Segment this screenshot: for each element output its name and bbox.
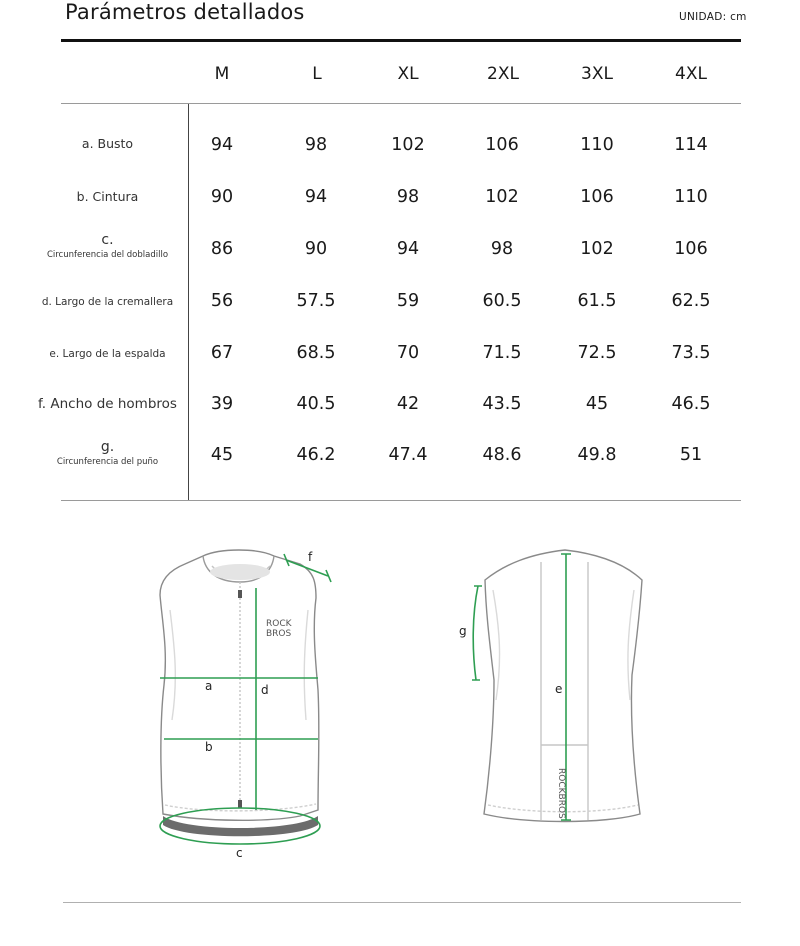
table-cell: 94 xyxy=(210,135,234,155)
table-cell: 51 xyxy=(679,445,703,465)
col-header-xl: XL xyxy=(397,64,419,84)
col-header-l: L xyxy=(312,64,322,84)
table-cell: 42 xyxy=(396,394,420,414)
row-label-hombros: f. Ancho de hombros xyxy=(38,396,177,412)
diagram-label-e: e xyxy=(555,682,563,696)
table-cell: 60.5 xyxy=(482,291,522,311)
title-divider xyxy=(61,39,741,42)
unit-label: UNIDAD: cm xyxy=(679,11,747,23)
table-cell: 57.5 xyxy=(296,291,336,311)
table-cell: 90 xyxy=(210,187,234,207)
page-title: Parámetros detallados xyxy=(65,0,305,24)
table-cell: 102 xyxy=(391,135,425,155)
table-cell: 94 xyxy=(304,187,328,207)
table-cell: 67 xyxy=(210,343,234,363)
table-cell: 110 xyxy=(674,187,708,207)
table-cell: 90 xyxy=(304,239,328,259)
row-label-dobladillo: c. Circunferencia del dobladillo xyxy=(46,232,169,260)
table-cell: 40.5 xyxy=(296,394,336,414)
back-brand: ROCKBROS xyxy=(556,768,566,819)
row-label-cintura: b. Cintura xyxy=(76,189,139,204)
table-cell: 72.5 xyxy=(577,343,617,363)
diagram-label-f: f xyxy=(308,550,313,564)
front-brand-line2: BROS xyxy=(266,629,292,639)
table-cell: 102 xyxy=(580,239,614,259)
row-label-cremallera: d. Largo de la cremallera xyxy=(41,296,174,308)
table-cell: 98 xyxy=(490,239,514,259)
col-header-2xl: 2XL xyxy=(487,64,519,84)
diagram-label-b: b xyxy=(205,740,213,754)
table-cell: 62.5 xyxy=(671,291,711,311)
table-cell: 70 xyxy=(396,343,420,363)
diagram-label-a: a xyxy=(205,679,213,693)
col-header-3xl: 3XL xyxy=(581,64,613,84)
table-cell: 59 xyxy=(396,291,420,311)
table-cell: 45 xyxy=(210,445,234,465)
table-cell: 106 xyxy=(674,239,708,259)
table-cell: 68.5 xyxy=(296,343,336,363)
table-cell: 86 xyxy=(210,239,234,259)
table-cell: 49.8 xyxy=(577,445,617,465)
table-cell: 102 xyxy=(485,187,519,207)
table-cell: 110 xyxy=(580,135,614,155)
table-cell: 71.5 xyxy=(482,343,522,363)
front-brand-line1: ROCK xyxy=(266,619,292,629)
col-header-m: M xyxy=(214,64,230,84)
table-cell: 106 xyxy=(485,135,519,155)
table-cell: 114 xyxy=(674,135,708,155)
table-bottom-divider xyxy=(61,500,741,501)
table-cell: 61.5 xyxy=(577,291,617,311)
table-cell: 39 xyxy=(210,394,234,414)
table-cell: 45 xyxy=(585,394,609,414)
table-cell: 73.5 xyxy=(671,343,711,363)
table-cell: 43.5 xyxy=(482,394,522,414)
row-label-puno: g. Circunferencia del puño xyxy=(56,439,159,467)
table-cell: 47.4 xyxy=(388,445,428,465)
diagram-label-g: g xyxy=(459,624,467,638)
table-cell: 98 xyxy=(396,187,420,207)
measure-line-f xyxy=(286,560,328,576)
table-cell: 46.5 xyxy=(671,394,711,414)
row-label-busto: a. Busto xyxy=(81,136,134,151)
table-cell: 46.2 xyxy=(296,445,336,465)
table-cell: 56 xyxy=(210,291,234,311)
diagram-label-d: d xyxy=(261,683,269,697)
vest-measurement-diagram xyxy=(0,520,800,860)
diagram-label-c: c xyxy=(236,846,243,860)
table-cell: 106 xyxy=(580,187,614,207)
row-label-espalda: e. Largo de la espalda xyxy=(49,348,166,360)
col-header-4xl: 4XL xyxy=(675,64,707,84)
table-cell: 98 xyxy=(304,135,328,155)
header-divider xyxy=(61,103,741,104)
footer-divider xyxy=(63,902,741,903)
measure-line-g xyxy=(473,586,478,680)
table-cell: 48.6 xyxy=(482,445,522,465)
table-cell: 94 xyxy=(396,239,420,259)
